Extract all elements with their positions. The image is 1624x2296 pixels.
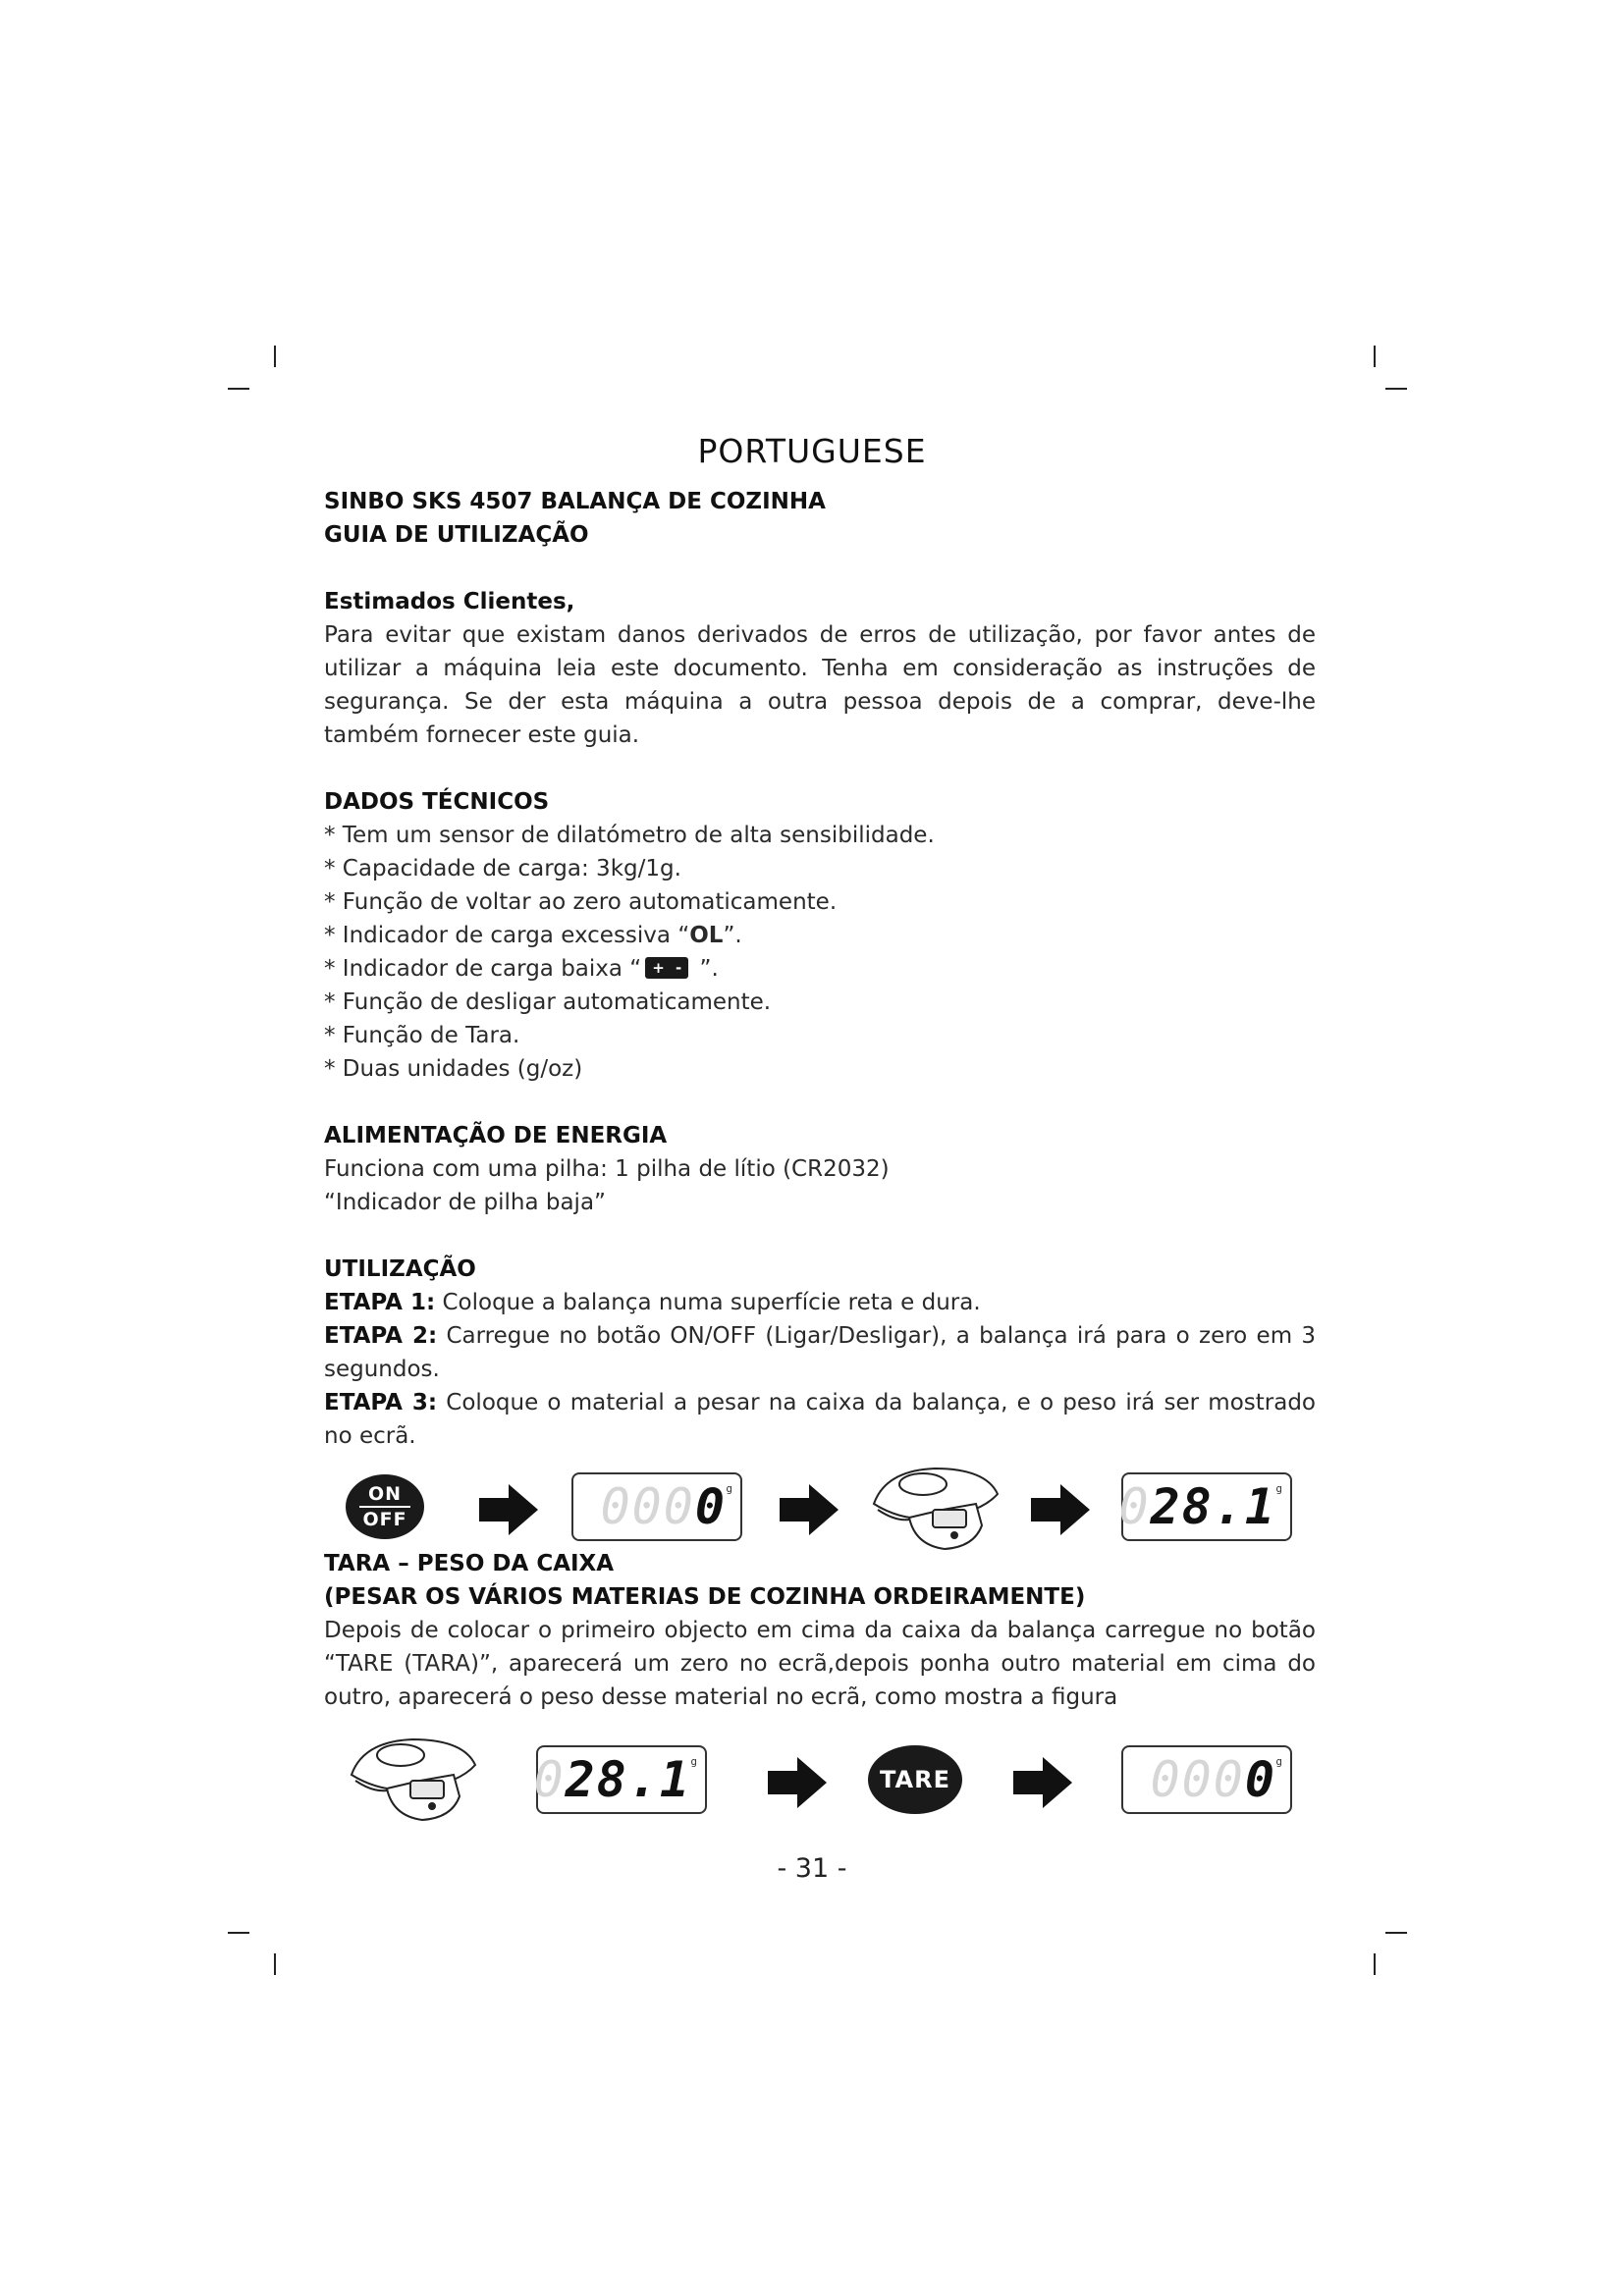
main-content [324,485,1316,1453]
page-title: PORTUGUESE [697,432,927,470]
overload-code: OL [689,923,724,948]
kitchen-scale-icon [866,1461,1003,1559]
arrow-right-icon [479,1484,538,1535]
tech-item: * Função de desligar automaticamente. [324,989,772,1015]
tech-item: * Função de Tara. [324,1023,520,1048]
tara-text: Depois de colocar o primeiro objecto em cima da caixa da balança carregue no botão “TARE (TARA)”, aparecerá um zero no ecrã,depois ponha outro material em cima do outro, aparecerá o peso desse material no ecrã, como mostra a figura [324,1618,1316,1710]
crop-mark [228,388,249,390]
intro-text: Para evitar que existam danos derivados de erros de utilização, por favor antes de utilizar a máquina leia este documento. Tenha em consideração as instruções de segurança. Se der esta máquina a outra pessoa depois de a comprar, deve-lhe também fornecer este guia. [324,622,1316,748]
crop-mark [274,1953,276,1975]
page-number: - 31 - [777,1853,847,1884]
tech-item: * Capacidade de carga: 3kg/1g. [324,856,681,881]
product-title: SINBO SKS 4507 BALANÇA DE COZINHA [324,489,826,514]
intro-heading: Estimados Clientes, [324,589,575,614]
crop-mark [228,1932,249,1934]
on-off-button-icon: ON OFF [346,1474,424,1539]
tare-button-icon: TARE [868,1745,962,1814]
tara-subheading: (PESAR OS VÁRIOS MATERIAS DE COZINHA ORDEIRAMENTE) [324,1584,1086,1610]
tech-item-lowbat: * Indicador de carga baixa “ + - ”. [324,956,719,982]
crop-mark [1374,1953,1376,1975]
tech-item: * Duas unidades (g/oz) [324,1056,583,1082]
power-heading: ALIMENTAÇÃO DE ENERGIA [324,1123,668,1148]
tech-heading: DADOS TÉCNICOS [324,789,550,815]
crop-mark [1374,346,1376,367]
usage-heading: UTILIZAÇÃO [324,1256,476,1282]
arrow-right-icon [1013,1757,1072,1808]
arrow-right-icon [1031,1484,1090,1535]
tech-item-overload: * Indicador de carga excessiva “OL”. [324,923,742,948]
tara-heading: TARA – PESO DA CAIXA [324,1551,615,1576]
kitchen-scale-icon [344,1732,481,1830]
usage-step: ETAPA 2: Carregue no botão ON/OFF (Ligar/Desligar), a balança irá para o zero em 3 segundos. [324,1323,1317,1382]
lcd-display-weight: 0 28.1 g [536,1745,707,1814]
arrow-right-icon [780,1484,839,1535]
crop-mark [1385,1932,1407,1934]
tech-item: * Tem um sensor de dilatómetro de alta sensibilidade. [324,823,935,848]
tech-item: * Função de voltar ao zero automaticamente. [324,889,838,915]
tare-diagram [324,1732,1306,1840]
tara-section [324,1547,1316,1714]
lcd-display-weight: 0 28.1 g [1121,1472,1292,1541]
crop-mark [1385,388,1407,390]
lcd-display-zero: 000 0 g [1121,1745,1292,1814]
crop-mark [274,346,276,367]
arrow-right-icon [768,1757,827,1808]
guide-title: GUIA DE UTILIZAÇÃO [324,522,589,548]
battery-icon: + - [645,957,688,979]
power-line: “Indicador de pilha baja” [324,1190,606,1215]
usage-step: ETAPA 3: Coloque o material a pesar na caixa da balança, e o peso irá ser mostrado no ecrã. [324,1390,1316,1449]
power-line: Funciona com uma pilha: 1 pilha de lítio (CR2032) [324,1156,890,1182]
usage-step: ETAPA 1: Coloque a balança numa superfície reta e dura. [324,1290,981,1315]
lcd-display-zero: 000 0 g [571,1472,742,1541]
